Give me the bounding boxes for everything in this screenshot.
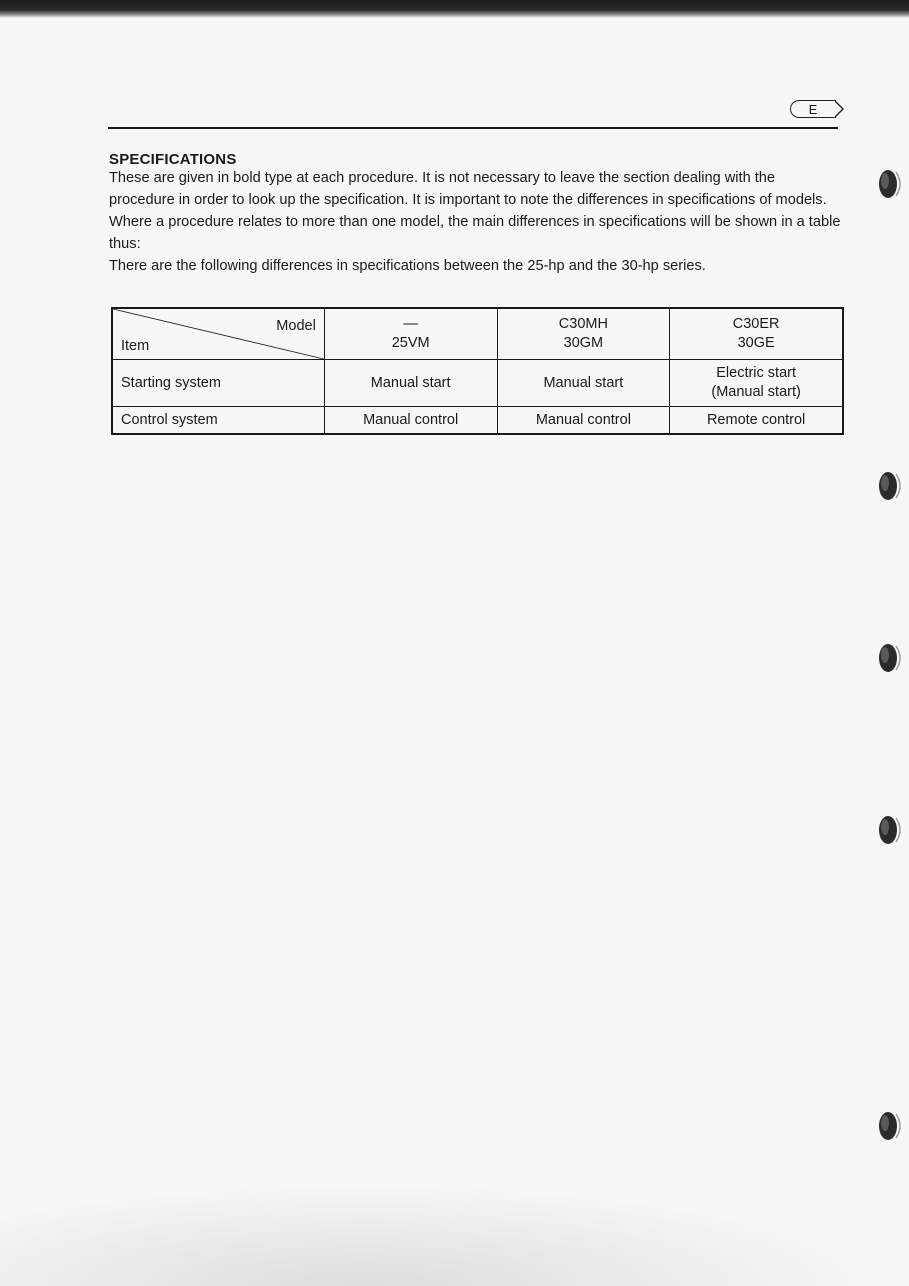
table-cell: Remote control	[670, 407, 843, 435]
row-label: Starting system	[112, 360, 324, 407]
cell-line: (Manual start)	[711, 384, 801, 400]
intro-paragraph: These are given in bold type at each procedure. It is not necessary to leave the section dealing with the procedure in order to look up the specification. It is important to note the differences in specifications of models. Where a procedure relates to more than one model, the main differences in specifications will be shown in a table thus:	[109, 170, 841, 252]
corner-model-label: Model	[276, 318, 316, 334]
table-cell	[670, 360, 843, 407]
model-header-line: 30GE	[737, 335, 775, 351]
section-body	[109, 167, 844, 277]
table-row	[112, 360, 843, 407]
section-title: SPECIFICATIONS	[109, 151, 237, 168]
model-header-line: C30ER	[732, 316, 780, 332]
table-cell: Manual control	[324, 407, 497, 435]
model-header-line: C30MH	[558, 316, 608, 332]
cell-line: Electric start	[716, 365, 796, 381]
spec-table	[111, 307, 844, 435]
binder-hole-icon	[876, 168, 904, 200]
scan-shadow	[0, 1180, 909, 1286]
scan-edge	[0, 0, 909, 18]
model-header-line: 25VM	[391, 335, 430, 351]
model-header-line: —	[403, 316, 418, 332]
language-badge	[790, 100, 836, 118]
model-header-3	[670, 308, 843, 360]
row-label: Control system	[112, 407, 324, 435]
differences-paragraph: There are the following differences in specifications between the 25-hp and the 30-hp series.	[109, 258, 706, 274]
header-rule	[108, 127, 838, 129]
table-cell: Manual start	[497, 360, 670, 407]
corner-cell	[112, 308, 324, 360]
binder-hole-icon	[876, 814, 904, 846]
table-cell: Manual start	[324, 360, 497, 407]
binder-hole-icon	[876, 1110, 904, 1142]
language-mark: E	[808, 102, 818, 117]
binder-hole-icon	[876, 470, 904, 502]
table-header-row	[112, 308, 843, 360]
binder-hole-icon	[876, 642, 904, 674]
model-header-2	[497, 308, 670, 360]
corner-item-label: Item	[121, 338, 150, 354]
table-cell: Manual control	[497, 407, 670, 435]
model-header-1	[324, 308, 497, 360]
table-row	[112, 407, 843, 435]
model-header-line: 30GM	[563, 335, 604, 351]
